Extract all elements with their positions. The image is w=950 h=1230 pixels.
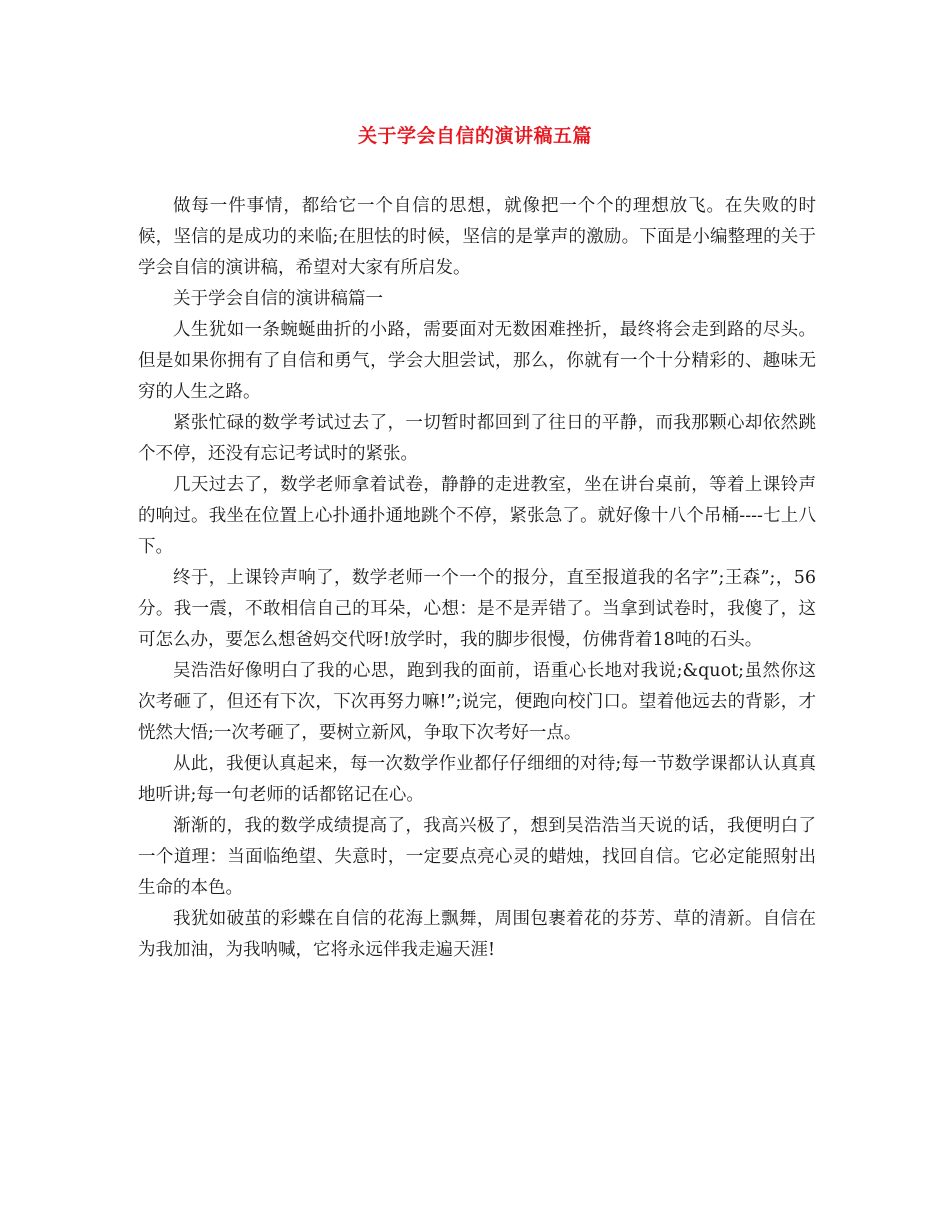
paragraph: 终于，上课铃声响了，数学老师一个一个的报分，直至报道我的名字”;王森”;，56分。我一震，不敢相信自己的耳朵，心想：是不是弄错了。当拿到试卷时，我傻了，这可怎么办，要怎么想爸妈交代呀!放学时，我的脚步很慢，仿佛背着18吨的石头。 [138,568,816,650]
paragraph: 从此，我便认真起来，每一次数学作业都仔仔细细的对待;每一节数学课都认认真真地听讲;每一句老师的话都铭记在心。 [138,754,816,805]
paragraph: 几天过去了，数学老师拿着试卷，静静的走进教室，坐在讲台桌前，等着上课铃声的响过。我坐在位置上心扑通扑通地跳个不停，紧张急了。就好像十八个吊桶----七上八下。 [138,475,816,557]
paragraph-intro: 做每一件事情，都给它一个自信的思想，就像把一个个的理想放飞。在失败的时候，坚信的是成功的来临;在胆怯的时候，坚信的是掌声的激励。下面是小编整理的关于学会自信的演讲稿，希望对大家有所启发。 [138,196,816,278]
paragraph: 我犹如破茧的彩蝶在自信的花海上飘舞，周围包裹着花的芬芳、草的清新。自信在为我加油，为我呐喊，它将永远伴我走遍天涯! [138,909,816,960]
paragraph: 人生犹如一条蜿蜒曲折的小路，需要面对无数困难挫折，最终将会走到路的尽头。但是如果你拥有了自信和勇气，学会大胆尝试，那么，你就有一个十分精彩的、趣味无穷的人生之路。 [138,320,816,402]
paragraph: 渐渐的，我的数学成绩提高了，我高兴极了，想到吴浩浩当天说的话，我便明白了一个道理：当面临绝望、失意时，一定要点亮心灵的蜡烛，找回自信。它必定能照射出生命的本色。 [138,816,816,898]
paragraph: 吴浩浩好像明白了我的心思，跑到我的面前，语重心长地对我说;&quot;虽然你这次考砸了，但还有下次，下次再努力嘛!”;说完，便跑向校门口。望着他远去的背影，才恍然大悟;一次考砸了，要树立新风，争取下次考好一点。 [138,661,816,743]
paragraph: 紧张忙碌的数学考试过去了，一切暂时都回到了往日的平静，而我那颗心却依然跳个不停，还没有忘记考试时的紧张。 [138,413,816,464]
section-heading: 关于学会自信的演讲稿篇一 [173,289,383,309]
document-body [138,191,816,966]
document-title: 关于学会自信的演讲稿五篇 [357,125,592,147]
